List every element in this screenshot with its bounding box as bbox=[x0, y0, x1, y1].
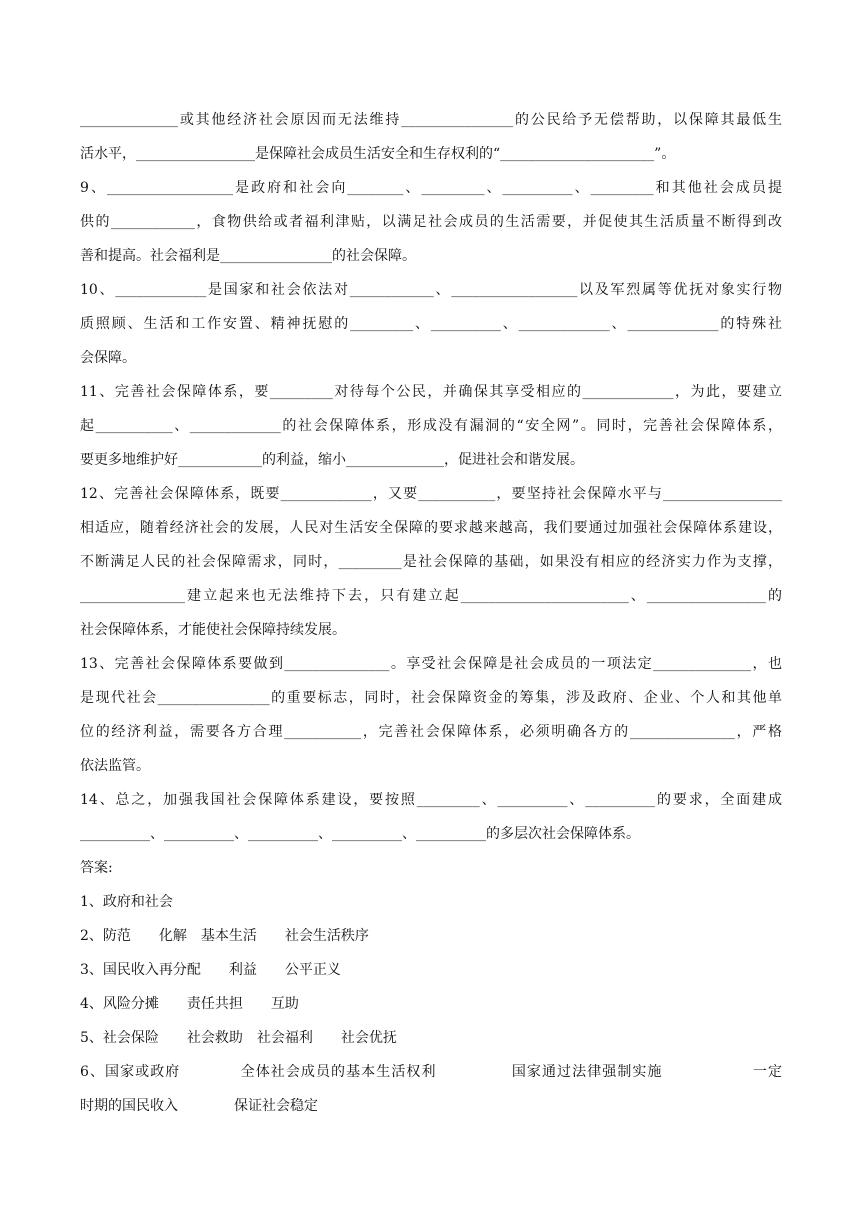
question-line: 质照顾、生活和工作安置、精神抚慰的_________、__________、_____________、_____________的特殊社 bbox=[80, 316, 782, 332]
question-line: 10、_____________是国家和社会依法对____________、__________________以及军烈属等优抚对象实行物 bbox=[80, 282, 782, 298]
question-line: __________、__________、__________、__________、__________的多层次社会保障体系。 bbox=[80, 826, 640, 842]
answer-line: 2、防范 化解 基本生活 社会生活秩序 bbox=[80, 928, 369, 944]
answer-line: 5、社会保险 社会救助 社会福利 社会优抚 bbox=[80, 1030, 397, 1046]
answer-line: 3、国民收入再分配 利益 公平正义 bbox=[80, 962, 341, 978]
answers-heading: 答案: bbox=[80, 860, 113, 876]
question-line: 14、总之，加强我国社会保障体系建设，要按照_________、__________、__________的要求，全面建成 bbox=[80, 792, 782, 808]
question-line: 9、__________________是政府和社会向________、_________、__________、_________和其他社会成员提 bbox=[80, 180, 782, 196]
question-line: 是现代社会________________的重要标志，同时，社会保障资金的筹集，涉及政府、企业、个人和其他单 bbox=[80, 690, 782, 706]
question-line: 善和提高。社会福利是________________的社会保障。 bbox=[80, 248, 416, 264]
answer-line: 1、政府和社会 bbox=[80, 894, 173, 910]
answer-line: 6、国家或政府 全体社会成员的基本生活权利 国家通过法律强制实施 一定 bbox=[80, 1064, 782, 1080]
question-line: 起___________、_____________的社会保障体系，形成没有漏洞的“安全网”。同时，完善社会保障体系， bbox=[80, 418, 782, 434]
question-line: 活水平，_________________是保障社会成员生活安全和生存权利的“______________________”。 bbox=[80, 146, 676, 162]
answer-line: 时期的国民收入 保证社会稳定 bbox=[80, 1098, 318, 1114]
question-line: 供的____________，食物供给或者福利津贴，以满足社会成员的生活需要，并促使其生活质量不断得到改 bbox=[80, 214, 782, 230]
question-line: 13、完善社会保障体系要做到_______________。享受社会保障是社会成员的一项法定______________，也 bbox=[80, 656, 782, 672]
question-line: 社会保障体系，才能使社会保障持续发展。 bbox=[80, 622, 346, 638]
question-line: 要更多地维护好____________的利益，缩小______________，促进社会和谐发展。 bbox=[80, 452, 584, 468]
question-line: _______________建立起来也无法维持下去，只有建立起________________________、_________________的 bbox=[80, 588, 782, 604]
question-line: 12、完善社会保障体系，既要_____________，又要___________，要坚持社会保障水平与_________________ bbox=[80, 486, 782, 502]
question-line: ______________或其他经济社会原因而无法维持________________的公民给予无偿帮助，以保障其最低生 bbox=[80, 112, 782, 128]
question-line: 依法监管。 bbox=[80, 758, 150, 774]
question-line: 不断满足人民的社会保障需求，同时，_________是社会保障的基础，如果没有相应的经济实力作为支撑， bbox=[80, 554, 782, 570]
question-line: 相适应，随着经济社会的发展，人民对生活安全保障的要求越来越高，我们要通过加强社会保障体系建设， bbox=[80, 520, 782, 536]
question-line: 位的经济利益，需要各方合理___________，完善社会保障体系，必须明确各方的_______________，严格 bbox=[80, 724, 782, 740]
answer-line: 4、风险分摊 责任共担 互助 bbox=[80, 996, 299, 1012]
question-line: 11、完善社会保障体系，要_________对待每个公民，并确保其享受相应的_____________，为此，要建立 bbox=[80, 384, 782, 400]
question-line: 会保障。 bbox=[80, 350, 136, 366]
